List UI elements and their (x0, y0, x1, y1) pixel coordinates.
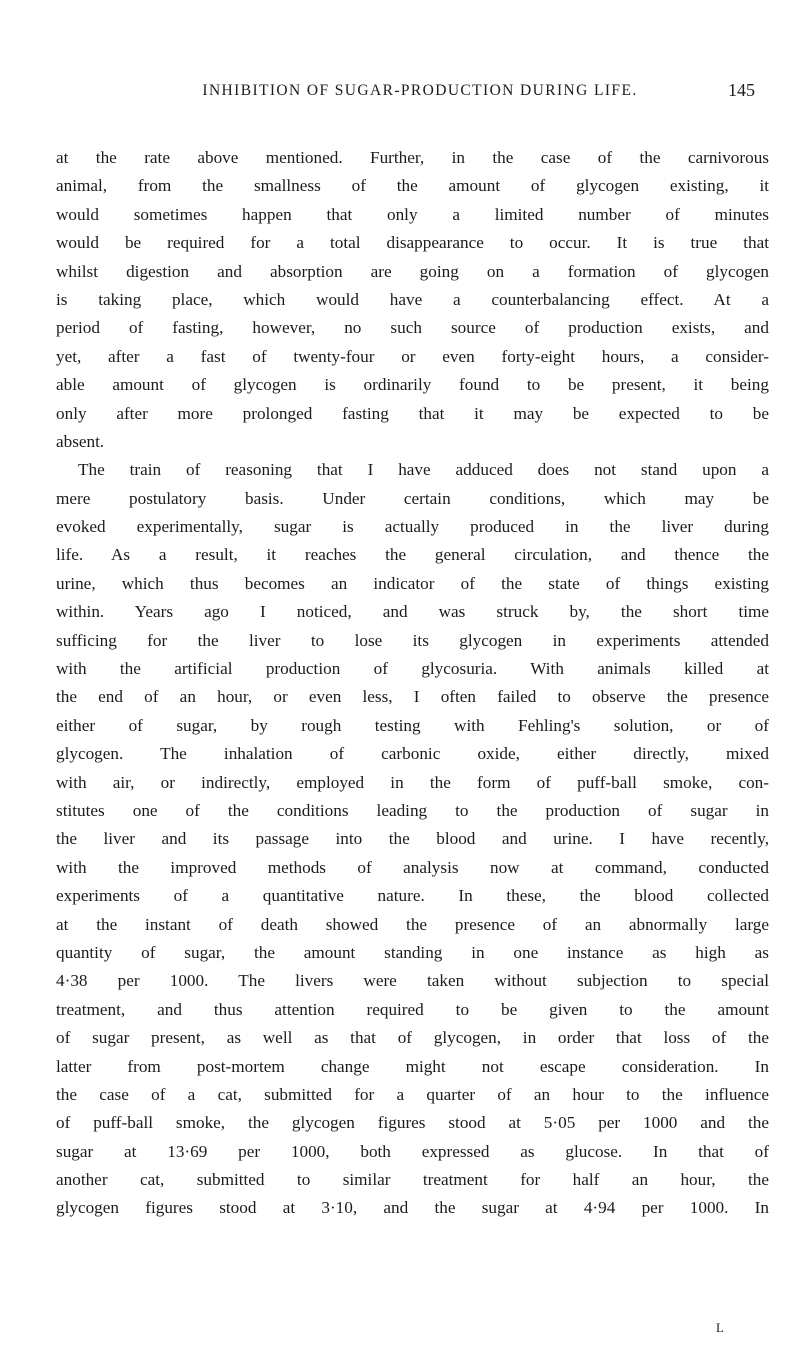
signature-mark: L (716, 1320, 724, 1335)
text-line: the end of an hour, or even less, I often failed to observe the presence (56, 687, 769, 707)
text-line: able amount of glycogen is ordinarily found to be present, it being (56, 375, 769, 395)
text-line: glycogen figures stood at 3·10, and the sugar at 4·94 per 1000. In (56, 1198, 769, 1218)
text-line: the liver and its passage into the blood and urine. I have recently, (56, 829, 769, 849)
text-line: yet, after a fast of twenty-four or even forty-eight hours, a consider- (56, 346, 769, 366)
text-line: whilst digestion and absorption are going on a formation of glycogen (56, 261, 769, 281)
running-header (0, 82, 800, 112)
text-line: animal, from the smallness of the amount of glycogen existing, it (56, 176, 769, 196)
text-line: would be required for a total disappearance to occur. It is true that (56, 233, 769, 253)
running-title: INHIBITION OF SUGAR-PRODUCTION DURING LIFE. (202, 82, 638, 99)
text-line: 4·38 per 1000. The livers were taken without subjection to special (56, 971, 769, 991)
text-line: latter from post-mortem change might not escape consideration. In (56, 1056, 769, 1076)
text-line: within. Years ago I noticed, and was struck by, the short time (56, 602, 769, 622)
text-line: absent. (56, 431, 105, 451)
text-line: is taking place, which would have a counterbalancing effect. At a (56, 289, 769, 309)
text-line: the case of a cat, submitted for a quarter of an hour to the influence (56, 1084, 769, 1104)
text-line: with the improved methods of analysis now at command, conducted (56, 857, 769, 877)
text-line: glycogen. The inhalation of carbonic oxide, either directly, mixed (56, 744, 769, 764)
text-line: with air, or indirectly, employed in the form of puff-ball smoke, con- (56, 772, 769, 792)
text-line: period of fasting, however, no such source of production exists, and (56, 318, 769, 338)
text-line: evoked experimentally, sugar is actually produced in the liver during (56, 517, 769, 537)
text-line: of sugar present, as well as that of glycogen, in order that loss of the (56, 1028, 769, 1048)
text-line: with the artificial production of glycosuria. With animals killed at (56, 659, 769, 679)
text-line: stitutes one of the conditions leading to the production of sugar in (56, 800, 769, 820)
text-line: sugar at 13·69 per 1000, both expressed as glucose. In that of (56, 1141, 769, 1161)
text-line: The train of reasoning that I have adduced does not stand upon a (78, 460, 769, 480)
text-line: experiments of a quantitative nature. In these, the blood collected (56, 886, 769, 906)
text-line: either of sugar, by rough testing with Fehling's solution, or of (56, 715, 769, 735)
page-number: 145 (728, 80, 755, 100)
text-line: urine, which thus becomes an indicator of the state of things existing (56, 573, 769, 593)
body-text (56, 144, 769, 1223)
text-line: at the instant of death showed the presence of an abnormally large (56, 914, 769, 934)
text-line: mere postulatory basis. Under certain conditions, which may be (56, 488, 769, 508)
text-line: another cat, submitted to similar treatment for half an hour, the (56, 1170, 769, 1190)
text-line: would sometimes happen that only a limited number of minutes (56, 204, 769, 224)
text-line: life. As a result, it reaches the general circulation, and thence the (56, 545, 769, 565)
text-line: only after more prolonged fasting that it may be expected to be (56, 403, 769, 423)
text-line: sufficing for the liver to lose its glycogen in experiments attended (56, 630, 769, 650)
text-line: of puff-ball smoke, the glycogen figures stood at 5·05 per 1000 and the (56, 1113, 769, 1133)
text-line: treatment, and thus attention required to be given to the amount (56, 999, 769, 1019)
text-line: quantity of sugar, the amount standing in one instance as high as (56, 942, 769, 962)
text-line: at the rate above mentioned. Further, in the case of the carnivorous (56, 148, 769, 167)
